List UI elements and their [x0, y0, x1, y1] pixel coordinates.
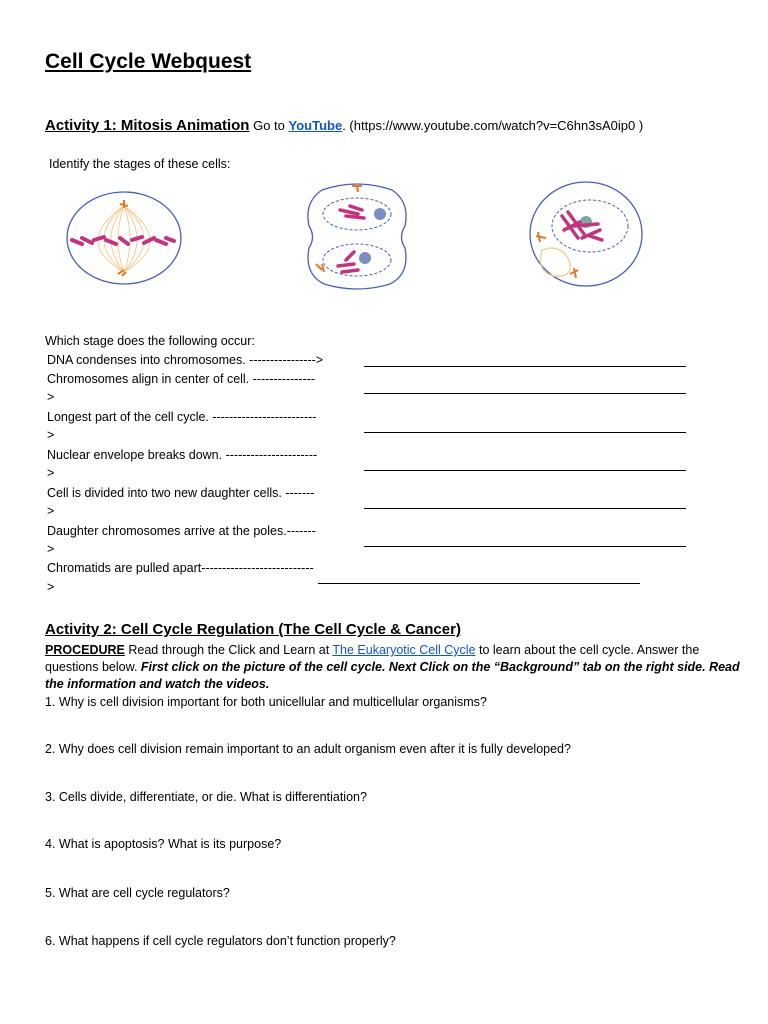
activity1-line: [45, 118, 643, 134]
stage-item-cont: >: [47, 542, 55, 556]
question-item: 1. Why is cell division important for both unicellular and multicellular organisms?: [45, 695, 487, 709]
stage-item: DNA condenses into chromosomes. ---------------->: [47, 353, 324, 367]
stage-item-cont: >: [47, 466, 55, 480]
answer-blank[interactable]: [364, 546, 686, 547]
stage-item-cont: >: [47, 504, 55, 518]
goto-text: Go to: [249, 118, 289, 133]
stage-item: Nuclear envelope breaks down. ----------------------: [47, 448, 318, 462]
telophase-cell-image: [302, 182, 412, 292]
procedure-text: Read through the Click and Learn at: [124, 643, 333, 657]
answer-blank[interactable]: [364, 470, 686, 471]
procedure-line-2: [45, 659, 740, 675]
question-item: 6. What happens if cell cycle regulators don’t function properly?: [45, 934, 396, 948]
question-item: 2. Why does cell division remain important to an adult organism even after it is fully developed?: [45, 742, 571, 756]
identify-instruction: Identify the stages of these cells:: [49, 157, 231, 171]
stage-item-cont: >: [47, 580, 55, 594]
stage-item: Daughter chromosomes arrive at the poles.-------: [47, 524, 316, 538]
stage-item-cont: >: [47, 390, 55, 404]
procedure-instruction: First click on the picture of the cell cycle. Next Click on the “Background” tab on the right side. Read: [140, 660, 740, 674]
stage-item: Cell is divided into two new daughter cells. -------: [47, 486, 315, 500]
eukaryotic-cell-cycle-link[interactable]: The Eukaryotic Cell Cycle: [332, 643, 476, 657]
procedure-instruction: the information and watch the videos.: [45, 677, 270, 691]
metaphase-cell-image: [62, 188, 186, 288]
activity1-heading: Activity 1: Mitosis Animation: [45, 117, 250, 134]
stage-item-cont: >: [47, 428, 55, 442]
answer-blank[interactable]: [318, 583, 640, 584]
question-item: 5. What are cell cycle regulators?: [45, 886, 230, 900]
answer-blank[interactable]: [364, 366, 686, 367]
prophase-cell-image: [526, 178, 646, 290]
stage-question: Which stage does the following occur:: [45, 334, 255, 348]
stage-item: Chromatids are pulled apart---------------------------: [47, 561, 314, 575]
answer-blank[interactable]: [364, 393, 686, 394]
procedure-text: questions below.: [45, 660, 141, 674]
question-item: 3. Cells divide, differentiate, or die. What is differentiation?: [45, 790, 367, 804]
stage-item: Longest part of the cell cycle. -------------------------: [47, 410, 317, 424]
stage-item: Chromosomes align in center of cell. ---------------: [47, 372, 316, 386]
question-item: 4. What is apoptosis? What is its purpose?: [45, 837, 282, 851]
youtube-link[interactable]: YouTube: [288, 118, 343, 133]
answer-blank[interactable]: [364, 432, 686, 433]
page-title: Cell Cycle Webquest: [45, 50, 252, 73]
procedure-line-1: [45, 642, 699, 658]
procedure-label: PROCEDURE: [45, 643, 125, 657]
procedure-text: to learn about the cell cycle. Answer the: [475, 643, 700, 657]
answer-blank[interactable]: [364, 508, 686, 509]
youtube-url-text: . (https://www.youtube.com/watch?v=C6hn3sA0ip0 ): [342, 118, 644, 133]
activity2-heading: Activity 2: Cell Cycle Regulation (The Cell Cycle & Cancer): [45, 621, 461, 638]
